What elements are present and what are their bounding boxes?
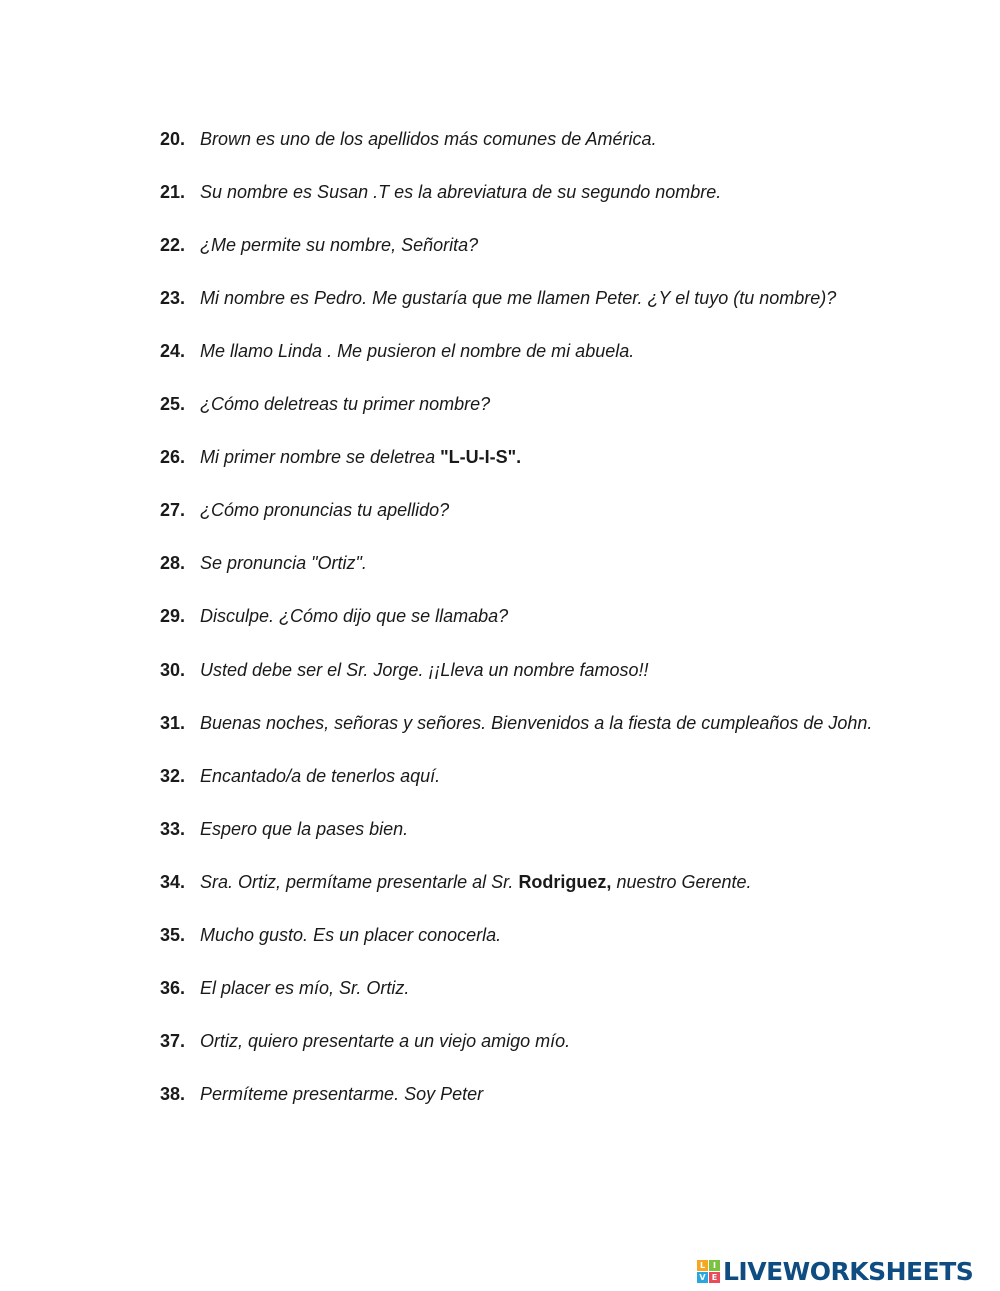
item-number: 35. [160,925,186,945]
item-text [200,288,836,309]
sentence-item [160,817,408,841]
item-text-italic: Me llamo Linda . Me pusieron el nombre de mi abuela. [200,340,635,361]
item-text [200,872,752,893]
item-number: 36. [160,978,186,999]
item-text [200,660,649,681]
item-text-italic: Mucho gusto. Es un placer conocerla. [200,925,502,945]
item-number: 21. [160,181,186,202]
sentence-item [160,977,409,1001]
sentence-item [160,605,508,629]
item-number: 26. [160,447,186,468]
item-text-italic: El placer es mío, Sr. Ortiz. [200,978,410,999]
sentence-item [160,393,490,417]
item-number: 22. [160,234,186,255]
item-number: 38. [160,1084,186,1105]
item-text [200,235,478,256]
item-number: 32. [160,765,186,786]
item-text [200,713,872,734]
item-number: 23. [160,287,186,308]
item-number: 25. [160,394,186,414]
logo-text: LIVEWORKSHEETS [723,1256,974,1286]
item-text [200,1084,483,1105]
sentence-item [160,180,721,204]
item-text-italic: Brown es uno de los apellidos más comunes de América. [200,128,657,149]
sentence-item [160,1030,570,1054]
logo-mark-letter: V [697,1272,708,1283]
item-text-italic: Ortiz, quiero presentarte a un viejo amigo mío. [200,1031,571,1052]
item-text [200,978,409,999]
item-number: 27. [160,500,186,521]
item-text-italic: Sra. Ortiz, permítame presentarle al Sr. [200,871,519,892]
sentence-item [160,711,872,735]
item-text [200,394,490,415]
sentence-item [160,499,449,523]
item-number: 31. [160,712,186,733]
item-text-italic: ¿Cómo deletreas tu primer nombre? [200,394,491,414]
sentence-item [160,446,521,470]
item-text-italic: Mi nombre es Pedro. Me gustaría que me llamen Peter. ¿Y el tuyo (tu nombre)? [200,287,837,308]
item-text [200,553,367,574]
item-text [200,447,521,468]
item-text [200,129,657,150]
item-number: 37. [160,1031,186,1052]
sentence-item [160,286,836,310]
item-number: 20. [160,128,186,149]
item-number: 24. [160,340,186,361]
item-text-italic: nuestro Gerente. [611,871,752,892]
item-number: 29. [160,606,186,627]
item-number: 28. [160,553,186,574]
sentence-item [160,127,657,151]
item-text-italic: Permíteme presentarme. Soy Peter [200,1084,484,1105]
item-text [200,819,408,840]
item-text-italic: ¿Cómo pronuncias tu apellido? [200,500,450,521]
logo-mark-letter: L [697,1260,708,1271]
sentence-item [160,552,367,576]
item-text-bold: Rodriguez, [518,871,612,892]
sentence-item [160,764,440,788]
logo-mark-letter: E [709,1272,720,1283]
item-text-italic: Buenas noches, señoras y señores. Bienvenidos a la fiesta de cumpleaños de John. [200,712,873,733]
item-text [200,766,440,787]
sentence-item [160,658,649,682]
sentence-item [160,924,501,948]
item-text [200,1031,570,1052]
item-text-italic: Su nombre es Susan .T es la abreviatura de su segundo nombre. [200,181,722,202]
item-text [200,341,634,362]
item-text-italic: Disculpe. ¿Cómo dijo que se llamaba? [200,606,509,627]
item-text-italic: ¿Me permite su nombre, Señorita? [200,234,479,255]
sentence-item [160,1083,483,1107]
item-text-bold: "L-U-I-S". [440,447,522,468]
sentence-item [160,233,478,257]
item-number: 30. [160,659,186,680]
sentence-item [160,870,752,894]
item-text [200,182,721,203]
item-text-italic: Espero que la pases bien. [200,818,409,839]
item-number: 33. [160,818,186,839]
logo-mark-icon [697,1260,720,1283]
item-text-italic: Encantado/a de tenerlos aquí. [200,765,441,786]
liveworksheets-logo [697,1256,973,1286]
item-text [200,925,501,946]
logo-mark-letter: I [709,1260,720,1271]
item-text [200,500,449,521]
item-text [200,606,508,627]
item-text-italic: Mi primer nombre se deletrea [200,447,441,468]
item-text-italic: Usted debe ser el Sr. Jorge. ¡¡Lleva un nombre famoso!! [200,659,649,680]
item-text-italic: Se pronuncia "Ortiz". [200,553,367,574]
item-number: 34. [160,871,186,892]
sentence-item [160,339,634,363]
